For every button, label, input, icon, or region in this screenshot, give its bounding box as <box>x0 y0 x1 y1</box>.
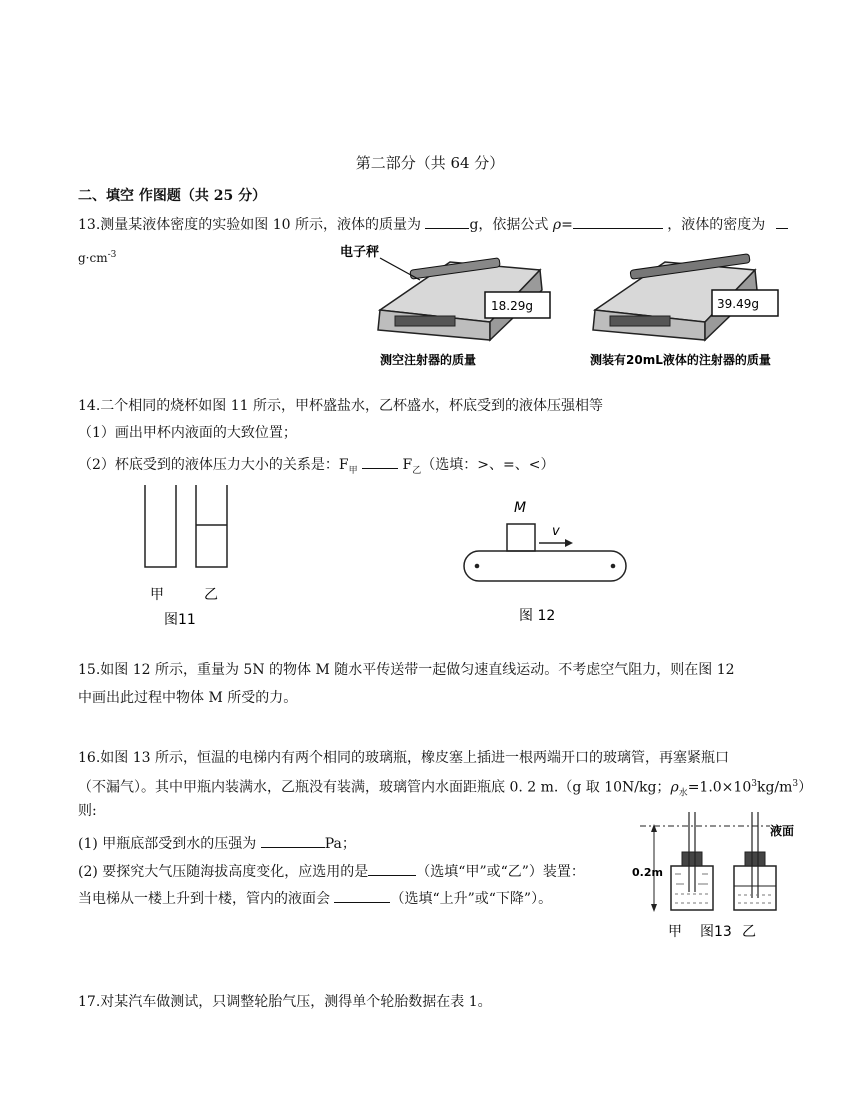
q16-pressure-blank[interactable] <box>261 833 325 848</box>
block-m <box>507 524 535 551</box>
q14-line1: 14.二个相同的烧杯如图 11 所示，甲杯盛盐水，乙杯盛水，杯底受到的液体压强相等 <box>78 398 603 414</box>
fig13-label-jia: 甲 <box>668 924 682 940</box>
fig12-caption: 图 12 <box>519 608 556 624</box>
fig13-height-label: 0.2m <box>632 866 663 879</box>
reading-left: 18.29g <box>491 299 533 313</box>
q14-line2: （1）画出甲杯内液面的大致位置； <box>78 425 297 441</box>
q16-line2: （不漏气）。其中甲瓶内装满水，乙瓶没有装满，玻璃管内水面距瓶底 0. 2 m.（g 取 10N/kg；$\rho_水=1.0\times 10^3kg/m^3$） <box>78 779 813 799</box>
q13-text-d: ，液体的密度为 <box>662 217 770 233</box>
q16-level-blank[interactable] <box>334 888 390 903</box>
q15-line2: 中画出此过程中物体 M 所受的力。 <box>78 690 298 706</box>
q13-text-b: g，依据公式 <box>469 217 553 233</box>
fig13-caption: 图13 <box>700 924 732 940</box>
velocity-arrow-icon <box>565 539 573 547</box>
conveyor-belt <box>464 551 626 581</box>
q13-rho: ρ <box>552 217 562 233</box>
fig12-mass-label: M <box>514 500 527 516</box>
q16-device-blank[interactable] <box>368 861 416 876</box>
section-title: 二、填空 作图题（共 25 分） <box>78 188 267 204</box>
fig13-surface-label: 液面 <box>770 824 795 838</box>
figure-12 <box>455 495 645 627</box>
part-title: 第二部分（共 64 分） <box>355 154 505 172</box>
q16-line3: 则: <box>78 803 97 819</box>
q13-line1 <box>78 214 788 235</box>
q14-line3: （2）杯底受到的液体压力大小的关系是：$F_甲$ $F_乙$（选填：>、=、<） <box>78 454 554 481</box>
q13-text-a: 13.测量某液体密度的实验如图 10 所示，液体的质量为 <box>78 217 426 233</box>
q14-force-blank[interactable] <box>362 454 398 469</box>
q17-line1: 17.对某汽车做测试，只调整轮胎气压，测得单个轮胎数据在表 1。 <box>78 994 492 1010</box>
figure-11 <box>130 485 260 630</box>
q16-line5: (2) 要探究大气压随海拔高度变化，应选用的是 （选填“甲”或“乙”）装置： <box>78 861 585 882</box>
fig11-caption: 图11 <box>164 612 196 628</box>
scale-label: 电子秤 <box>340 245 380 260</box>
reading-right: 39.49g <box>717 297 759 311</box>
fig11-label-yi: 乙 <box>204 587 218 603</box>
fig12-velocity-label: v <box>552 524 560 539</box>
q16-line6: 当电梯从一楼上升到十楼，管内的液面会 （选填“上升”或“下降”）。 <box>78 888 552 909</box>
beaker-yi <box>196 485 227 567</box>
figure-10 <box>340 240 790 370</box>
q13-unit: $g\cdot cm^{-3}$ <box>78 250 117 265</box>
beaker-jia <box>145 485 176 567</box>
q16-line4: (1) 甲瓶底部受到水的压强为 Pa； <box>78 833 356 854</box>
figure-13 <box>630 812 830 942</box>
q15-line1: 15.如图 12 所示，重量为 5N 的物体 M 随水平传送带一起做匀速直线运动。不考虑空气阻力，则在图 12 <box>78 662 735 678</box>
q13-text-c: = <box>561 217 573 233</box>
q13-density-blank[interactable] <box>776 214 788 229</box>
q13-mass-blank[interactable] <box>425 214 469 229</box>
fig13-label-yi: 乙 <box>742 924 756 940</box>
bottle-jia <box>671 812 713 910</box>
q16-line1: 16.如图 13 所示，恒温的电梯内有两个相同的玻璃瓶，橡皮塞上插进一根两端开口的玻璃管，再塞紧瓶口 <box>78 750 729 766</box>
caption-right: 测装有20mL液体的注射器的质量 <box>590 353 771 367</box>
q13-formula-blank[interactable] <box>573 214 663 229</box>
fig11-label-jia: 甲 <box>150 587 164 603</box>
caption-left: 测空注射器的质量 <box>380 353 477 367</box>
